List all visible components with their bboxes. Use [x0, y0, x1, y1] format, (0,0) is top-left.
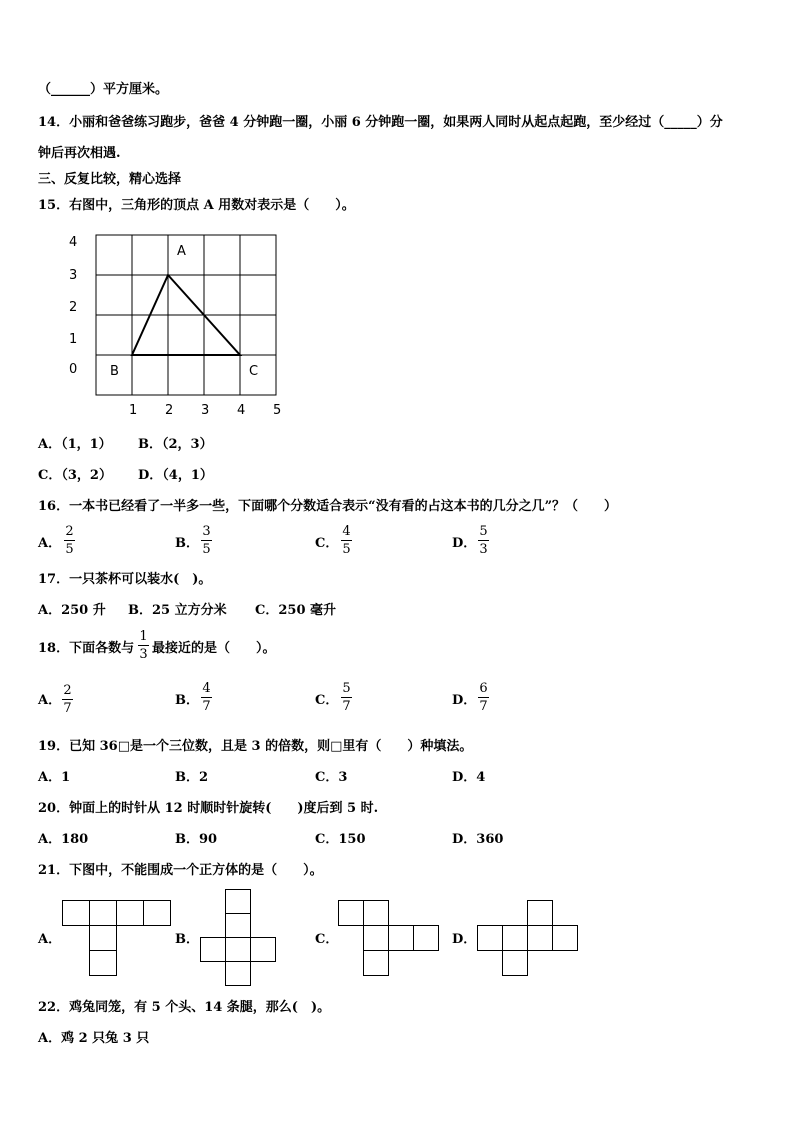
point-c-label: C — [249, 364, 259, 379]
q20-option-a[interactable]: A．180 — [38, 832, 89, 847]
q16-option-d[interactable]: D． — [452, 536, 477, 551]
q17-option-b[interactable]: B．25 立方分米 — [128, 603, 227, 618]
q22-text: 22．鸡兔同笼，有 5 个头、14 条腿，那么( )。 — [38, 1000, 331, 1015]
section-heading: 三、反复比较，精心选择 — [38, 172, 182, 187]
q19-option-d[interactable]: D．4 — [452, 770, 486, 785]
x-label-3: 3 — [201, 403, 210, 418]
q21-option-b[interactable]: B． — [175, 932, 199, 947]
q16-text: 16．一本书已经看了一半多一些，下面哪个分数适合表示“没有看的占这本书的几分之几”？（ ） — [38, 499, 618, 514]
q19-option-a[interactable]: A．1 — [38, 770, 71, 785]
y-label-1: 1 — [69, 332, 78, 347]
q17-text: 17．一只茶杯可以装水( )。 — [38, 572, 212, 587]
y-label-2: 2 — [69, 300, 78, 315]
q15-option-c[interactable]: C．（3，2） — [38, 468, 112, 483]
q21-option-d[interactable]: D． — [452, 932, 477, 947]
x-label-1: 1 — [129, 403, 138, 418]
q18-text-post: 最接近的是（ ）。 — [152, 641, 276, 656]
q15-text: 15．右图中，三角形的顶点 A 用数对表示是（ ）。 — [38, 198, 355, 213]
q15-option-b[interactable]: B．（2，3） — [138, 437, 213, 452]
y-label-0: 0 — [69, 362, 78, 377]
q22-option-a[interactable]: A．鸡 2 只兔 3 只 — [38, 1031, 150, 1046]
q17-option-a[interactable]: A．250 升 — [38, 603, 106, 618]
q15-option-a[interactable]: A．（1，1） — [38, 437, 112, 452]
q16-option-a-fraction: 2 5 — [65, 524, 74, 557]
q16-option-d-fraction: 5 3 — [479, 524, 488, 557]
q15-coordinate-grid — [60, 228, 300, 423]
q21-option-c[interactable]: C． — [315, 932, 339, 947]
q17-option-c[interactable]: C．250 毫升 — [255, 603, 337, 618]
q21-net-a — [62, 900, 172, 976]
y-label-4: 4 — [69, 235, 78, 250]
q21-net-b — [200, 889, 278, 989]
q18-option-a[interactable]: A． — [38, 693, 62, 708]
x-label-2: 2 — [165, 403, 174, 418]
q18-option-c-fraction: 5 7 — [342, 681, 351, 714]
q18-text: 18．下面各数与 — [38, 641, 135, 656]
q16-option-c-fraction: 4 5 — [342, 524, 351, 557]
q16-option-b[interactable]: B． — [175, 536, 199, 551]
x-label-4: 4 — [237, 403, 246, 418]
q19-option-b[interactable]: B．2 — [175, 770, 209, 785]
q18-target-fraction: 1 3 — [139, 629, 148, 662]
q20-text: 20．钟面上的时针从 12 时顺时针旋转( )度后到 5 时. — [38, 801, 379, 816]
q16-option-b-fraction: 3 5 — [202, 524, 211, 557]
q15-option-d[interactable]: D．（4，1） — [138, 468, 213, 483]
q21-net-d — [477, 900, 580, 978]
q16-option-a[interactable]: A． — [38, 536, 62, 551]
q13-tail: （______）平方厘米。 — [38, 82, 169, 97]
q18-option-d[interactable]: D． — [452, 693, 477, 708]
q14-text-cont: 钟后再次相遇. — [38, 146, 121, 161]
q18-option-d-fraction: 6 7 — [479, 681, 488, 714]
q14-text: 14．小丽和爸爸练习跑步，爸爸 4 分钟跑一圈，小丽 6 分钟跑一圈，如果两人同时从起点起跑，至少经过（_____）分 — [38, 115, 723, 130]
q19-option-c[interactable]: C．3 — [315, 770, 348, 785]
q21-option-a[interactable]: A． — [38, 932, 62, 947]
q20-option-c[interactable]: C．150 — [315, 832, 366, 847]
point-a-label: A — [177, 244, 186, 259]
q21-net-c — [338, 900, 441, 978]
q21-text: 21．下图中，不能围成一个正方体的是（ ）。 — [38, 863, 323, 878]
q18-option-a-fraction: 2 7 — [63, 683, 72, 716]
point-b-label: B — [110, 364, 119, 379]
q20-option-b[interactable]: B．90 — [175, 832, 218, 847]
q18-option-b[interactable]: B． — [175, 693, 199, 708]
y-label-3: 3 — [69, 268, 78, 283]
q20-option-d[interactable]: D．360 — [452, 832, 504, 847]
q18-option-c[interactable]: C． — [315, 693, 339, 708]
q18-option-b-fraction: 4 7 — [202, 681, 211, 714]
x-label-5: 5 — [273, 403, 282, 418]
q19-text: 19．已知 36□是一个三位数，且是 3 的倍数，则□里有（ ）种填法。 — [38, 739, 473, 754]
q16-option-c[interactable]: C． — [315, 536, 339, 551]
